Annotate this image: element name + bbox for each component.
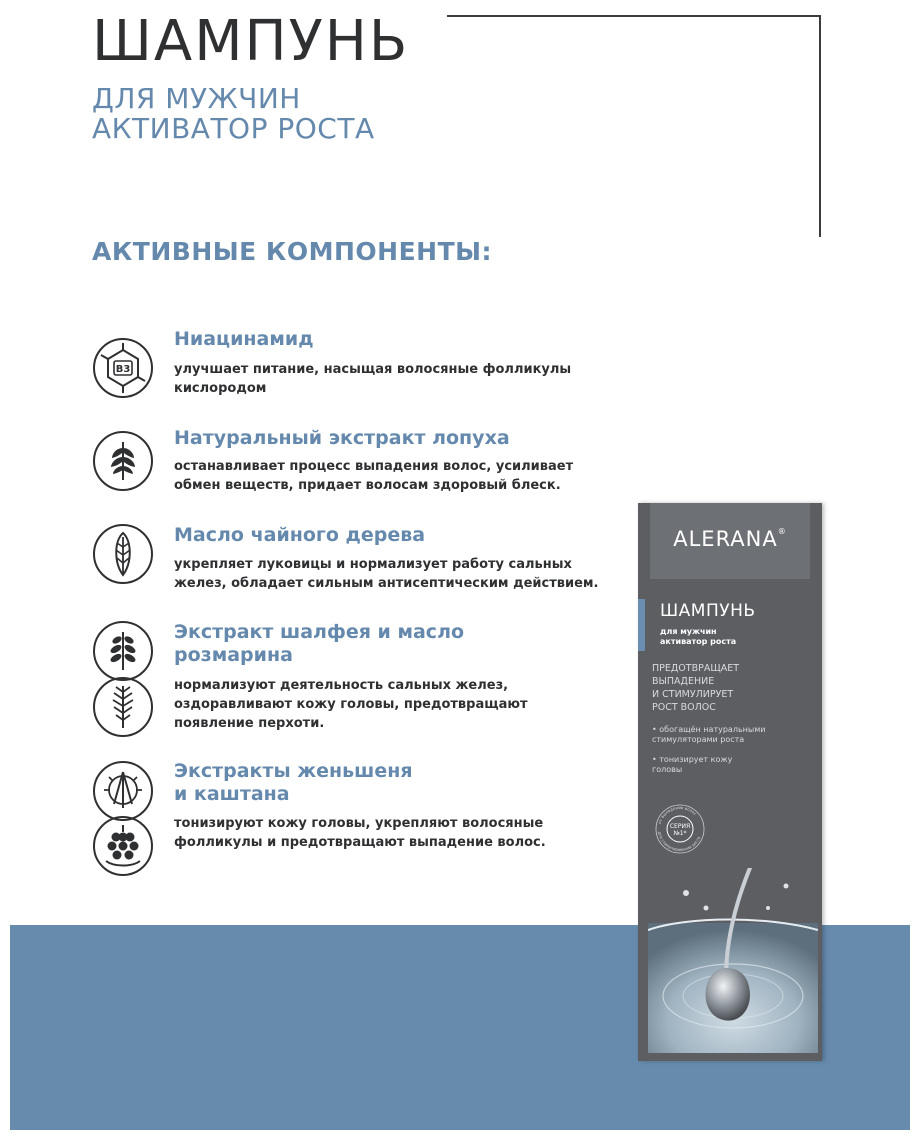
hair-follicle-illustration [648,868,818,1053]
tea-tree-leaf-icon [92,523,154,585]
page-title: ШАМПУНЬ [92,9,410,74]
package-bullet-line: стимуляторами роста [652,735,745,744]
component-title: Натуральный экстракт лопуха [174,427,510,449]
component-title-line: розмарина [174,644,293,666]
component-description: останавливает процесс выпадения волос, усиливает обмен веществ, придает волосам здоровый блеск. [174,459,574,493]
component-title-line: и каштана [174,783,290,805]
package-claim [652,662,812,714]
package-claim-line: И СТИМУЛИРУЕТ [652,689,734,700]
component-description: нормализуют деятельность сальных желез, оздоравливают кожу головы, предотвращают появление перхоти. [174,678,528,731]
package-subtitle-line: активатор роста [660,637,737,646]
page-subtitle [92,84,375,144]
ginseng-root-icon [92,760,154,822]
badge-ring-bottom: для стимулирования роста [657,830,702,853]
badge-ring-top: от выпадения волос [656,804,698,825]
b3-vitamin-icon [92,337,154,399]
component-title: Масло чайного дерева [174,524,426,546]
component-description: укрепляет луковицы и нормализует работу сальных желез, обладает сильным антисептическим действием. [174,557,599,591]
component-title [174,760,413,806]
section-heading-active-components: АКТИВНЫЕ КОМПОНЕНТЫ: [92,237,493,266]
component-title-line: Экстракт шалфея и масло [174,621,465,643]
decorative-line-horizontal [447,15,821,17]
component-title [174,621,464,667]
package-claim-line: РОСТ ВОЛОС [652,702,716,713]
rosemary-sprig-icon [92,676,154,738]
decorative-line-vertical [819,15,821,237]
brand-name: ALERANA [673,527,778,551]
subtitle-line: ДЛЯ МУЖЧИН [92,82,301,115]
brand-logo [650,527,810,551]
chestnut-cluster-icon [92,815,154,877]
package-subtitle-line: для мужчин [660,627,717,636]
package-bullet-line: • обогащён натуральными [652,725,766,734]
package-bullet [652,725,817,745]
svg-text:B3: B3 [115,364,131,375]
series-badge [654,803,706,855]
badge-line: №1* [673,830,687,837]
package-subtitle [660,627,736,647]
product-package [638,503,822,1061]
component-description: тонизируют кожу головы, укрепляют волосяные фолликулы и предотвращают выпадение волос. [174,816,546,850]
package-bullet-line: • тонизирует кожу [652,755,733,764]
component-title-line: Экстракты женьшеня [174,760,413,782]
burdock-leaf-icon [92,430,154,492]
component-title: Ниацинамид [174,328,314,350]
subtitle-line: АКТИВАТОР РОСТА [92,112,375,145]
package-claim-line: ПРЕДОТВРАЩАЕТ [652,663,740,674]
package-bullet [652,755,817,775]
brand-registered-mark: ® [777,527,787,536]
component-description: улучшает питание, насыщая волосяные фолликулы кислородом [174,362,572,396]
sage-leaf-icon [92,620,154,682]
package-accent-bar [638,599,645,651]
package-bullet-line: головы [652,765,683,774]
package-claim-line: ВЫПАДЕНИЕ [652,676,715,687]
badge-line: СЕРИЯ [669,823,691,830]
package-title: ШАМПУНЬ [660,601,756,621]
package-brand-panel [650,503,810,579]
